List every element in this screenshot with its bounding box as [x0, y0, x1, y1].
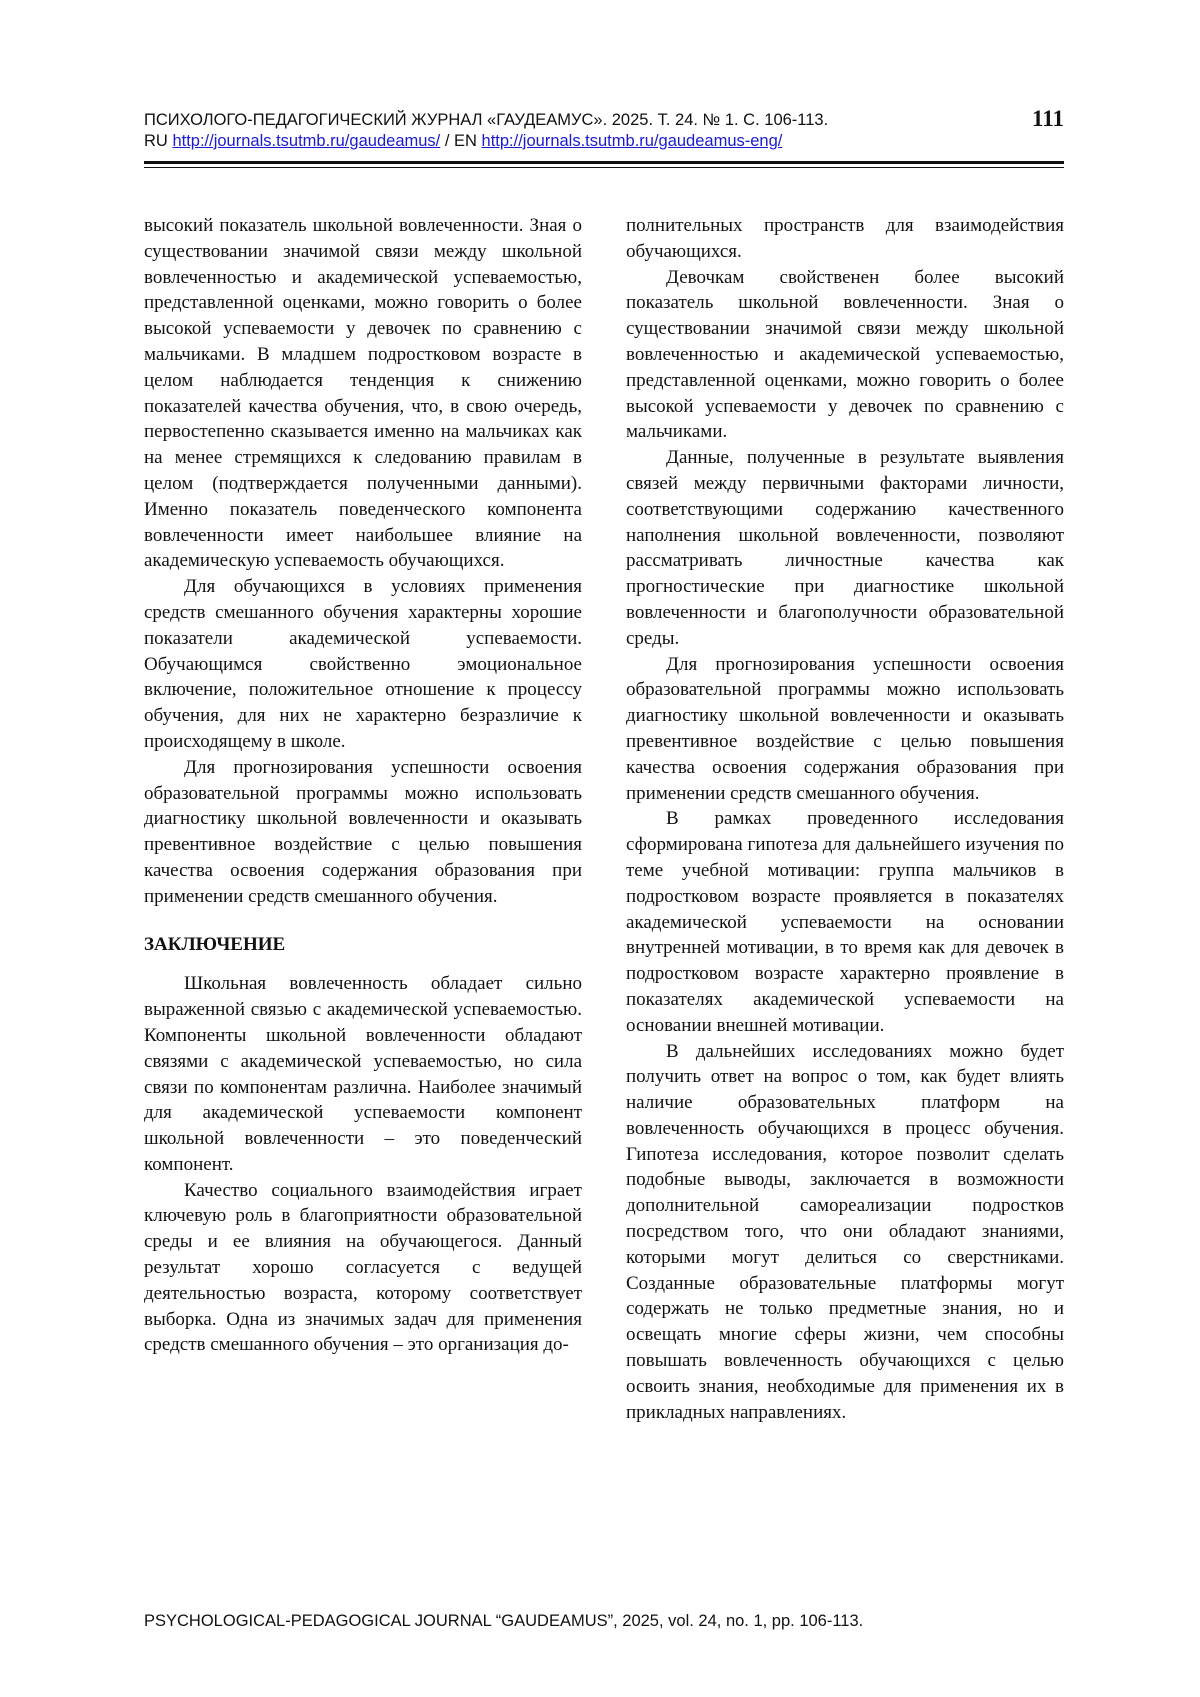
paragraph: Девочкам свойственен более высокий показатель школьной вовлеченности. Зная о существовании значимой связи между школьной вовлеченностью и академической успеваемостью, представленной оценками, можно говорить о более высокой успеваемости у девочек по сравнению с мальчиками. — [626, 266, 1064, 443]
paragraph: высокий показатель школьной вовлеченности. Зная о существовании значимой связи между школьной вовлеченностью и академической успеваемостью, представленной оценками, можно говорить о более высокой успеваемости у девочек по сравнению с мальчиками. В младшем подростковом возрасте в целом наблюдается тенденция к снижению показателей качества обучения, что, в свою очередь, первостепенно сказывается именно на мальчиках как на менее стремящихся к следованию правилам в целом (подтверждается полученными данными). Именно показатель поведенческого компонента вовлеченности имеет наибольшее влияние на академическую успеваемость обучающихся. — [144, 215, 582, 572]
running-footer: PSYCHOLOGICAL-PEDAGOGICAL JOURNAL “GAUDEAMUS”, 2025, vol. 24, no. 1, pp. 106-113. — [144, 1612, 864, 1630]
ru-journal-link[interactable]: http://journals.tsutmb.ru/gaudeamus/ — [172, 132, 441, 150]
paragraph: Для прогнозирования успешности освоения образовательной программы можно использовать диагностику школьной вовлеченности и оказывать превентивное воздействие с целью повышения качества освоения содержания образования при применении средств смешанного обучения. — [626, 653, 1064, 804]
paragraph: Для прогнозирования успешности освоения образовательной программы можно использовать диагностику школьной вовлеченности и оказывать превентивное воздействие с целью повышения качества освоения содержания образования при применении средств смешанного обучения. — [144, 756, 582, 907]
running-header — [144, 106, 1064, 152]
header-rule-thick — [144, 161, 1064, 164]
ru-label: RU — [144, 132, 168, 150]
paragraph: Качество социального взаимодействия играет ключевую роль в благоприятности образовательной среды и ее влияния на обучающегося. Данный результат хорошо согласуется с ведущей деятельностью возраста, которому соответствует выборка. Одна из значимых задач для применения средств смешанного обучения – это организация до- — [144, 1179, 582, 1356]
paragraph: В дальнейших исследованиях можно будет получить ответ на вопрос о том, как будет влиять наличие образовательных платформ на вовлеченность обучающихся в процесс обучения. Гипотеза исследования, которое позволит сделать подобные выводы, заключается в возможности дополнительной самореализации подростков посредством того, что они обладают знаниями, которыми могут делиться со сверстниками. Созданные образовательные платформы могут содержать не только предметные знания, но и освещать многие сферы жизни, чем способны повышать вовлеченность обучающихся с целью освоить знания, необходимые для применения их в прикладных направлениях. — [626, 1040, 1064, 1423]
en-label: / EN — [444, 132, 477, 150]
paragraph: Для обучающихся в условиях применения средств смешанного обучения характерны хорошие показатели академической успеваемости. Обучающимся свойственно эмоциональное включение, положительное отношение к процессу обучения, для них не характерно безразличие к происходящему в школе. — [144, 576, 582, 752]
header-rule-thin — [144, 167, 1064, 168]
paragraph: полнительных пространств для взаимодействия обучающихся. — [626, 215, 1064, 262]
section-heading: ЗАКЛЮЧЕНИЕ — [144, 933, 286, 955]
paragraph: Данные, полученные в результате выявления связей между первичными факторами личности, соответствующими содержанию качественного наполнения школьной вовлеченности, позволяют рассматривать личностные качества как прогностические при диагностике школьной вовлеченности и благополучности образовательной среды. — [626, 447, 1064, 649]
en-journal-link[interactable]: http://journals.tsutmb.ru/gaudeamus-eng/ — [481, 132, 783, 150]
paragraph: Школьная вовлеченность обладает сильно выраженной связью с академической успеваемостью. Компоненты школьной вовлеченности обладают связями с академической успеваемостью, но сила связи по компонентам различна. Наиболее значимый для академической успеваемости компонент школьной вовлеченности – это поведенческий компонент. — [144, 973, 582, 1175]
journal-citation-ru: ПСИХОЛОГО-ПЕДАГОГИЧЕСКИЙ ЖУРНАЛ «ГАУДЕАМУС». 2025. Т. 24. № 1. С. 106-113. — [144, 111, 829, 129]
journal-links — [144, 131, 1064, 152]
right-column — [626, 213, 1064, 1425]
paragraph: В рамках проведенного исследования сформирована гипотеза для дальнейшего изучения по теме учебной мотивации: группа мальчиков в подростковом возрасте проявляется в показателях академической успеваемости на основании внутренней мотивации, в то время как для девочек в подростковом возрасте характерно проявление в показателях академической успеваемости на основании внешней мотивации. — [626, 808, 1064, 1036]
page-number: 111 — [1032, 106, 1064, 131]
left-column — [144, 213, 582, 1358]
